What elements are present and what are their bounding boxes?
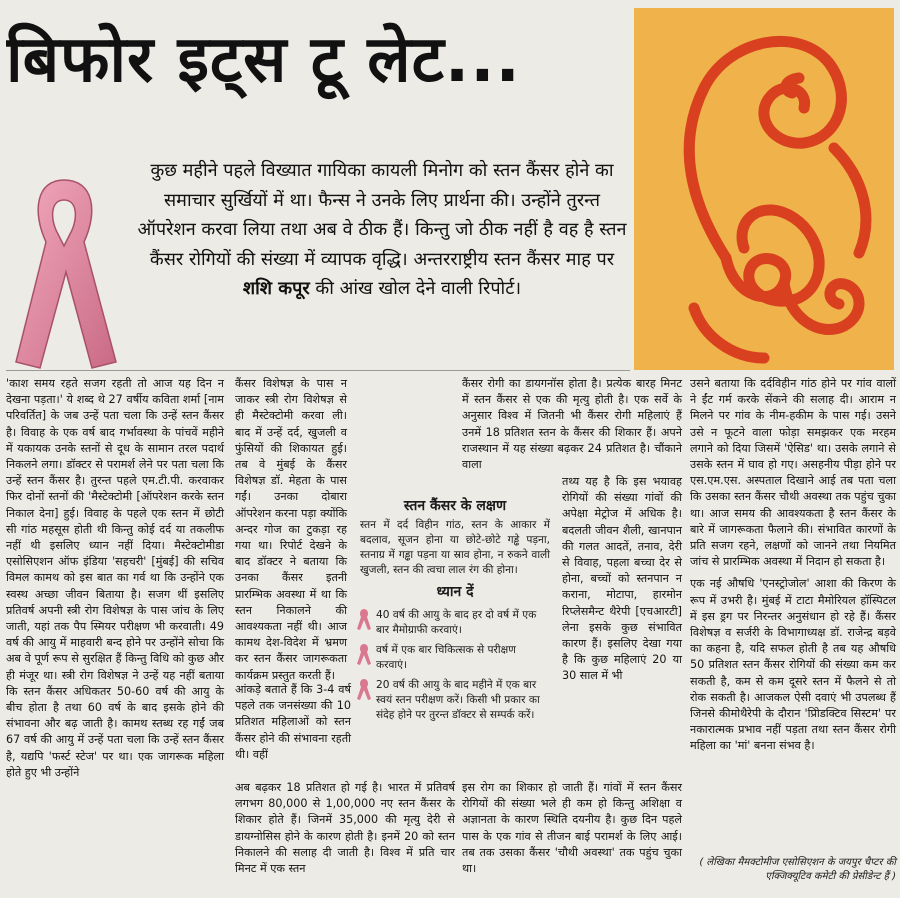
- symptoms-text: स्तन में दर्द विहीन गांठ, स्तन के आकार में बदलाव, सूजन होना या छोटे-छोटे गड्ढे पड़ना, स्तनाग्र में गड्ढा पड़ना या स्राव होना, न रुकने वाली खुजली, स्तन की त्वचा लाल रंग की होना।: [360, 519, 550, 576]
- tip-item: [356, 608, 550, 637]
- swirl-art: [634, 8, 894, 370]
- symptoms-box: [356, 490, 554, 760]
- small-ribbon-icon: [356, 643, 372, 665]
- author-name: शशि कपूर: [242, 278, 310, 299]
- divider: [6, 370, 630, 371]
- tip-text: 20 वर्ष की आयु के बाद महीने में एक बार स्वयं स्तन परीक्षण करें। किसी भी प्रकार का संदेह होने पर तुरन्त डॉक्टर से सम्पर्क करें।: [376, 679, 540, 721]
- intro-text: कुछ महीने पहले विख्यात गायिका कायली मिनोग को स्तन कैंसर होने का समाचार सुर्खियों में था। फैन्स ने उनके लिए प्रार्थना की। उन्होंने तुरन्त ऑपरेशन करवा लिया तथा अब वे ठीक हैं। किन्तु जो ठीक नहीं है वह है स्तन कैंसर रोगियों की संख्या में व्यापक वृद्धि। अन्तरराष्ट्रीय स्तन कैंसर माह पर: [137, 160, 627, 270]
- column-1-text: 'काश समय रहते सजग रहती तो आज यह दिन न देखना पड़ता।' ये शब्द थे 27 वर्षीय कविता शर्मा [नाम परिवर्तित] के जब उन्हें पता चला कि उन्हें स्तन कैंसर है। विवाह के एक वर्ष बाद गर्भावस्था के पांचवें महीने में यकायक उनके स्तनों से दूध के सामान तरल पदार्थ निकलने लगा। डॉक्टर से परामर्श लेने पर पता चला कि उन्हें स्तन कैंसर है। तुरन्त पहले एम.टी.पी. करवाकर फिर दोनों स्तनों की 'मैस्टेक्टोमी [ऑपरेशन करके स्तन निकाल देना] हुई। विवाह के पहले एक स्तन में छोटी सी गांठ महसूस होती थी किन्तु कोई दर्द या तकलीफ नहीं थी इसलिए ध्यान नहीं दिया। मैस्टेक्टोमीडा एसोसिएशन ऑफ इंडिया 'सहचरी' [मुंबई] की सचिव विमल कामथ को इस बात का गर्व था कि उन्होंने एक स्वस्थ अच्छा जीवन बिताया है। सजग थीं इसलिए प्रतिवर्ष अपनी स्त्री रोग विशेषज्ञ के पास जांच के लिए जाती, यहां तक पैप स्मियर परीक्षण भी करवाती। 49 वर्ष की आयु में माहवारी बन्द होने पर उन्होंने सोचा कि अब वे पूर्ण रूप से सुरक्षित हैं किन्तु विधि को कुछ और ही मंजूर था। स्त्री रोग विशेषज्ञ ने उन्हें यह नहीं बताया कि स्तन कैंसर अधिकतर 50-60 वर्ष की आयु के बीच होता है तथा 60 वर्ष के बाद इसके होने की संभावना और बढ़ जाती है। कामथ स्तब्ध रह गईं जब 67 वर्ष की आयु में उन्हें पता चला कि उन्हें स्तन कैंसर है, यद्यपि 'फर्स्ट स्टेज' पर था। एक जागरूक महिला होते हुए भी उन्होंने: [6, 377, 224, 779]
- small-ribbon-icon: [356, 678, 372, 700]
- tip-item: [356, 678, 550, 722]
- headline: बिफोर इट्स टू लेट...: [6, 23, 521, 97]
- column-4-text: उसने बताया कि दर्दविहीन गांठ होने पर गांव वालों ने ईंट गर्म करके सेंकने की सलाह दी। आराम न मिलने पर गांव के नीम-हकीम के पास गई। उसने उसे न फूटने वाला फोड़ा समझकर एक मरहम लगाने को दिया जिसमें 'ऐसिड' था। उसके लगाने से उसके स्तन में घाव हो गए। असहनीय पीड़ा होने पर एस.एम.एस. अस्पताल दिखाने आई तब पता चला कि उसका स्तन कैंसर चौथी अवस्था तक पहुंच चुका था। आज समय की आवश्यकता है स्तन कैंसर के बारे में जागरूकता फैलाने की। संभावित कारणों के प्रति सजग रहने, लक्षणों को जानने तथा नियमित जांच से प्रारम्भिक अवस्था में निदान हो सकता है।: [690, 377, 896, 569]
- column-3-bottom: [462, 780, 682, 877]
- column-3-right: [562, 474, 682, 685]
- small-ribbon-icon: [356, 608, 372, 630]
- column-4-text-2: एक नई औषधि 'एनस्ट्रोजोल' आशा की किरण के रूप में उभरी है। मुंबई में टाटा मैमोरियल हॉस्पिटल में इस ड्रग पर निरन्तर अनुसंधान हो रहे हैं। कैंसर विशेषज्ञ व सर्जरी के विभागाध्यक्ष डॉ. राजेन्द्र बड़वे का कहना है, यदि सफल होती है तब यह औषधि 50 प्रतिशत स्तन कैंसर रोगियों की संख्या कम कर सकती है, कम से कम दूसरे स्तन में फैलने से तो रोक सकती है। आजकल ऐसी दवाएं भी उपलब्ध हैं जिनसे कीमोथैरेपी के दौरान 'प्रिोडक्टिव सिस्टम' पर नकारात्मक प्रभाव नहीं पड़ता तथा स्तन कैंसर रोगी महिला का 'मां' बनना संभव है।: [690, 577, 896, 753]
- column-4: [690, 376, 896, 755]
- tip-text: वर्ष में एक बार चिकित्सक से परीक्षण करवाएं।: [376, 644, 516, 671]
- column-3-top: [462, 376, 682, 473]
- column-1: [6, 376, 224, 781]
- symptoms-heading: स्तन कैंसर के लक्षण: [403, 498, 507, 514]
- intro-deck: [134, 156, 630, 304]
- column-2-top: कैंसर विशेषज्ञ के पास न जाकर स्त्री रोग विशेषज्ञ से ही मैस्टेक्टोमी करवा ली। बाद में उन्हें दर्द, खुजली व फुंसियों की शिकायत हुई। तब वे मुंबई के कैंसर विशेषज्ञ डॉ. मेहता के पास गईं। उनका दोबारा ऑपरेशन करना पड़ा क्योंकि अन्दर गोज का टुकड़ा रह गया था। रिपोर्ट देखने के बाद डॉक्टर ने बताया कि उनका कैंसर इतनी प्रारम्भिक अवस्था में था कि स्तन निकालने की आवश्यकता नहीं थी। आज कामथ देश-विदेश में भ्रमण कर स्तन कैंसर जागरूकता कार्यक्रम प्रस्तुत करती हैं।: [235, 377, 347, 682]
- column-3-right-text: तथ्य यह है कि इस भयावह रोगियों की संख्या गांवों की अपेक्षा मेट्रोज में अधिक है। बदलती जीवन शैली, खानपान की गलत आदतें, तनाव, देरी से विवाह, पहला बच्चा देर से होना, बच्चों को स्तनपान न कराना, मोटापा, हारमोन रिप्लेसमैन्ट थैरेपी [एचआरटी] लेना इसके कुछ संभावित कारण हैं। इसलिए देखा गया है कि कुछ महिलाएं 20 या 30 साल में भी: [562, 475, 682, 683]
- pink-ribbon-icon: [6, 172, 124, 372]
- column-3-top-text: कैंसर रोगी का डायगनॉस होता है। प्रत्येक बारह मिनट में स्तन कैंसर से एक की मृत्यु होती है। एक सर्वे के अनुसार विश्व में जितनी भी कैंसर रोगी महिलाएं हैं उनमें 18 प्रतिशत स्तन के कैंसर की शिकार हैं। अपने राजस्थान में यह संख्या बढ़कर 24 प्रतिशत है। चौंकाने वाला: [462, 377, 682, 472]
- column-2-mid: [235, 682, 351, 763]
- author-credit: ( लेखिका मैमक्टोमीज एसोसिएशन के जयपुर चैप्टर की एक्जिक्यूटिव कमेटी की प्रेसीडेन्ट हैं ): [699, 857, 896, 882]
- column-2-bottom-text: अब बढ़कर 18 प्रतिशत हो गई है। भारत में प्रतिवर्ष लगभग 80,000 से 1,00,000 नए स्तन कैंसर के शिकार होते हैं। जिनमें 35,000 की मृत्यु देरी से डायग्नोसिस होने के कारण होती है। इनमें 20 को स्तन निकालने की सलाह दी जाती है। विश्व में प्रति चार मिनट में एक स्तन: [235, 781, 455, 876]
- tips-heading: ध्यान दें: [436, 584, 474, 600]
- column-2-mid-text: आंकड़े बताते हैं कि 3-4 वर्ष पहले तक जनसंख्या की 10 प्रतिशत महिलाओं को स्तन कैंसर होने की संभावना रहती थी। वहीं: [235, 683, 351, 761]
- tip-item: [356, 643, 550, 672]
- tip-text: 40 वर्ष की आयु के बाद हर दो वर्ष में एक बार मैमोग्राफी करवाएं।: [376, 609, 537, 636]
- intro-text-end: की आंख खोल देने वाली रिपोर्ट।: [315, 278, 522, 299]
- column-2-bottom: [235, 780, 455, 877]
- column-3-bottom-text: इस रोग का शिकार हो जाती हैं। गांवों में स्तन कैंसर रोगियों की संख्या भले ही कम हो किन्तु अशिक्षा व अज्ञानता के कारण स्थिति दयनीय है। कुछ दिन पहले पास के एक गांव से तीजन बाई परामर्श के लिए आई। तब तक उसका कैंसर 'चौथी अवस्था' तक पहुंच चुका था।: [462, 781, 682, 876]
